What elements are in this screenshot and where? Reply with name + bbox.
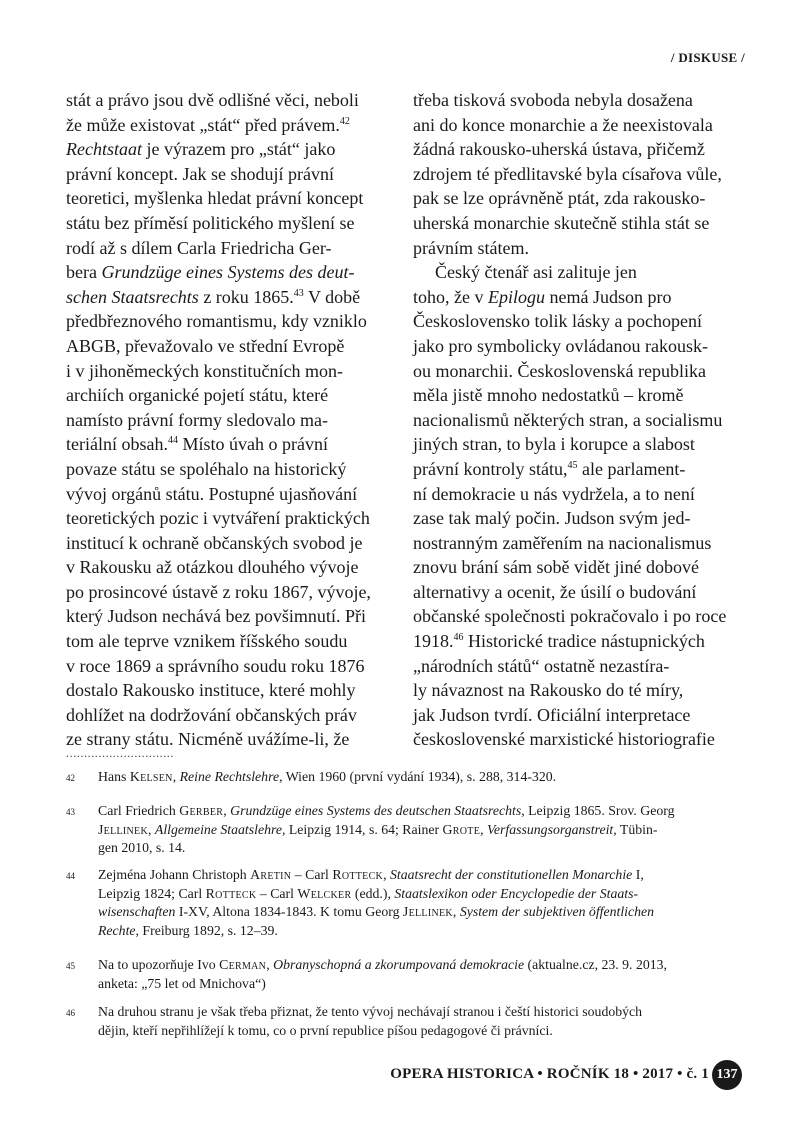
page-number: 137 xyxy=(712,1060,742,1090)
footnote-line: Jellinek, Allgemeine Staatslehre, Leipzig 1914, s. 64; Rainer Grote, Verfassungsorganstreit, Tübin- xyxy=(98,821,658,837)
text-line: jak Judson tvrdí. Oficiální interpretace xyxy=(413,704,691,725)
text-line: právním státem. xyxy=(413,237,529,258)
left-column xyxy=(66,88,394,752)
footnote xyxy=(66,956,746,993)
text-line: stát a právo jsou dvě odlišné věci, neboli xyxy=(66,90,359,110)
text-line: teoretických pozic i vytváření praktických xyxy=(66,508,370,529)
footnote xyxy=(66,768,746,787)
text-line: ní demokracie u nás vydržela, a to není xyxy=(413,483,695,504)
footnote-number: 43 xyxy=(66,807,75,817)
text-line: v Rakousku až otázkou dlouhého vývoje xyxy=(66,557,359,578)
footnote-number: 42 xyxy=(66,773,75,783)
text-line: jiných stran, to byla i korupce a slabost xyxy=(413,434,695,455)
text-line: alternativy a ocenit, že úsilí o budování xyxy=(413,581,697,602)
text-line: nostranným zaměřením na nacionalismus xyxy=(413,532,712,553)
footnote-line: Zejména Johann Christoph Aretin – Carl Rotteck, Staatsrecht der constitutionellen Monarchie I, xyxy=(98,867,644,882)
text-line: uherská monarchie skutečně stihla stát se xyxy=(413,212,710,233)
text-line: československé marxistické historiografie xyxy=(413,729,715,750)
text-line: státu bez příměsí politického myšlení se xyxy=(66,212,355,233)
text-line: teriální obsah.$^{44}$ Místo úvah o právní xyxy=(66,434,328,455)
text-line: Rechtstaat je výrazem pro „stát“ jako xyxy=(66,139,336,160)
text-line: ABGB, převažovalo ve střední Evropě xyxy=(66,335,345,356)
text-line: toho, že v Epilogu nemá Judson pro xyxy=(413,286,672,307)
text-line: v roce 1869 a správního soudu roku 1876 xyxy=(66,655,365,676)
text-line: tom ale teprve vznikem říšského soudu xyxy=(66,631,348,652)
footnote-line: wisenschaften I-XV, Altona 1834-1843. K tomu Georg Jellinek, System der subjektiven öffentlichen xyxy=(98,904,655,920)
text-line: po prosincové ústavě z roku 1867, vývoje, xyxy=(66,581,371,602)
text-line: pak se lze oprávněně ptát, zda rakousko- xyxy=(413,188,706,209)
text-line: vývoj orgánů státu. Postupné ujasňování xyxy=(66,483,358,504)
text-line: žádná rakousko-uherská ústava, přičemž xyxy=(413,139,705,160)
section-tag: / DISKUSE / xyxy=(670,50,745,65)
text-line: třeba tisková svoboda nebyla dosažena xyxy=(413,90,693,110)
footnote-line: Na to upozorňuje Ivo Cerman, Obranyschopná a zkorumpovaná demokracie (aktualne.cz, 23. 9. 2013, xyxy=(98,957,668,972)
footnote-line: Carl Friedrich Gerber, Grundzüge eines Systems des deutschen Staatsrechts, Leipzig 1865. Srov. Georg xyxy=(98,803,675,818)
footnote-line: Na druhou stranu je však třeba přiznat, že tento vývoj nechávají stranou i čeští historici soudobých xyxy=(98,1004,643,1019)
text-line: zdrojem té předlitavské byla císařova vůle, xyxy=(413,163,722,184)
footnote xyxy=(66,866,746,940)
text-line: nacionalismů některých stran, a socialismu xyxy=(413,409,723,430)
text-line: ani do konce monarchie a že neexistovala xyxy=(413,114,713,135)
text-line: že může existovat „stát“ před právem.$^{42}$ xyxy=(66,114,350,135)
text-line: teoretici, myšlenka hledat právní koncept xyxy=(66,188,364,209)
footnote-line: gen 2010, s. 14. xyxy=(98,840,186,856)
footnote-line: Leipzig 1824; Carl Rotteck – Carl Welcker (edd.), Staatslexikon oder Encyclopedie der Staats- xyxy=(98,885,639,901)
footnote-number: 44 xyxy=(66,871,75,881)
text-line: „národních států“ ostatně nezastíra- xyxy=(413,655,670,676)
footnote-line: anketa: „75 let od Mnichova“) xyxy=(98,975,266,991)
text-line: dohlížet na dodržování občanských práv xyxy=(66,704,357,725)
text-line: povaze státu se spoléhalo na historický xyxy=(66,458,347,479)
footnote xyxy=(66,802,746,858)
footnote-line: Hans Kelsen, Reine Rechtslehre, Wien 1960 (první vydání 1934), s. 288, 314-320. xyxy=(98,769,557,784)
text-line: právní koncept. Jak se shodují právní xyxy=(66,163,334,184)
text-line: dostalo Rakousko instituce, které mohly xyxy=(66,680,356,701)
footnote xyxy=(66,1003,746,1040)
text-line: institucí k ochraně občanských svobod je xyxy=(66,532,363,553)
text-line: ly návaznost na Rakousko do té míry, xyxy=(413,680,684,701)
text-line: předbřeznového romantismu, kdy vzniklo xyxy=(66,311,367,332)
footnote-line: Rechte, Freiburg 1892, s. 12–39. xyxy=(98,922,278,938)
text-line: občanské společnosti pokračovalo i po roce xyxy=(413,606,727,627)
text-line: bera Grundzüge eines Systems des deut- xyxy=(66,262,355,283)
text-line: Český čtenář asi zalituje jen xyxy=(435,262,637,283)
text-line: měla jistě mnoho nedostatků – kromě xyxy=(413,385,684,406)
journal-footer: OPERA HISTORICA • ROČNÍK 18 • 2017 • č. 1 xyxy=(390,1066,709,1082)
right-column xyxy=(413,88,741,752)
footnote-number: 46 xyxy=(66,1008,75,1018)
text-line: 1918.46 Historické tradice nástupnických xyxy=(413,631,705,652)
footnote-separator: .............................. xyxy=(66,746,174,760)
text-line: schen Staatsrechts z roku 1865.43 V době xyxy=(66,286,361,307)
text-line: ze strany státu. Nicméně uvážíme-li, že xyxy=(66,729,350,750)
text-line: jako pro symbolicky ovládanou rakousk- xyxy=(413,335,708,356)
text-line: ou monarchii. Československá republika xyxy=(413,360,706,381)
text-line: který Judson nechává bez povšimnutí. Při xyxy=(66,606,366,627)
text-line: namísto právní formy sledovalo ma- xyxy=(66,409,328,430)
text-line: archiích organické pojetí státu, které xyxy=(66,385,329,406)
text-line: rodí až s dílem Carla Friedricha Ger- xyxy=(66,237,332,258)
text-line: i v jihoněmeckých konstitučních mon- xyxy=(66,360,343,381)
text-line: zase tak malý počin. Judson svým jed- xyxy=(413,508,691,529)
footnote-line: dějin, kteří nepřihlížejí k tomu, co o první republice píšou pedagogové či právníci. xyxy=(98,1022,553,1038)
text-line: právní kontroly státu,$^{45}$ ale parlament- xyxy=(413,458,686,479)
footnote-number: 45 xyxy=(66,961,75,971)
text-line: Československo tolik lásky a pochopení xyxy=(413,311,702,332)
text-line: znovu brání sám sobě vidět jiné dobové xyxy=(413,557,699,578)
